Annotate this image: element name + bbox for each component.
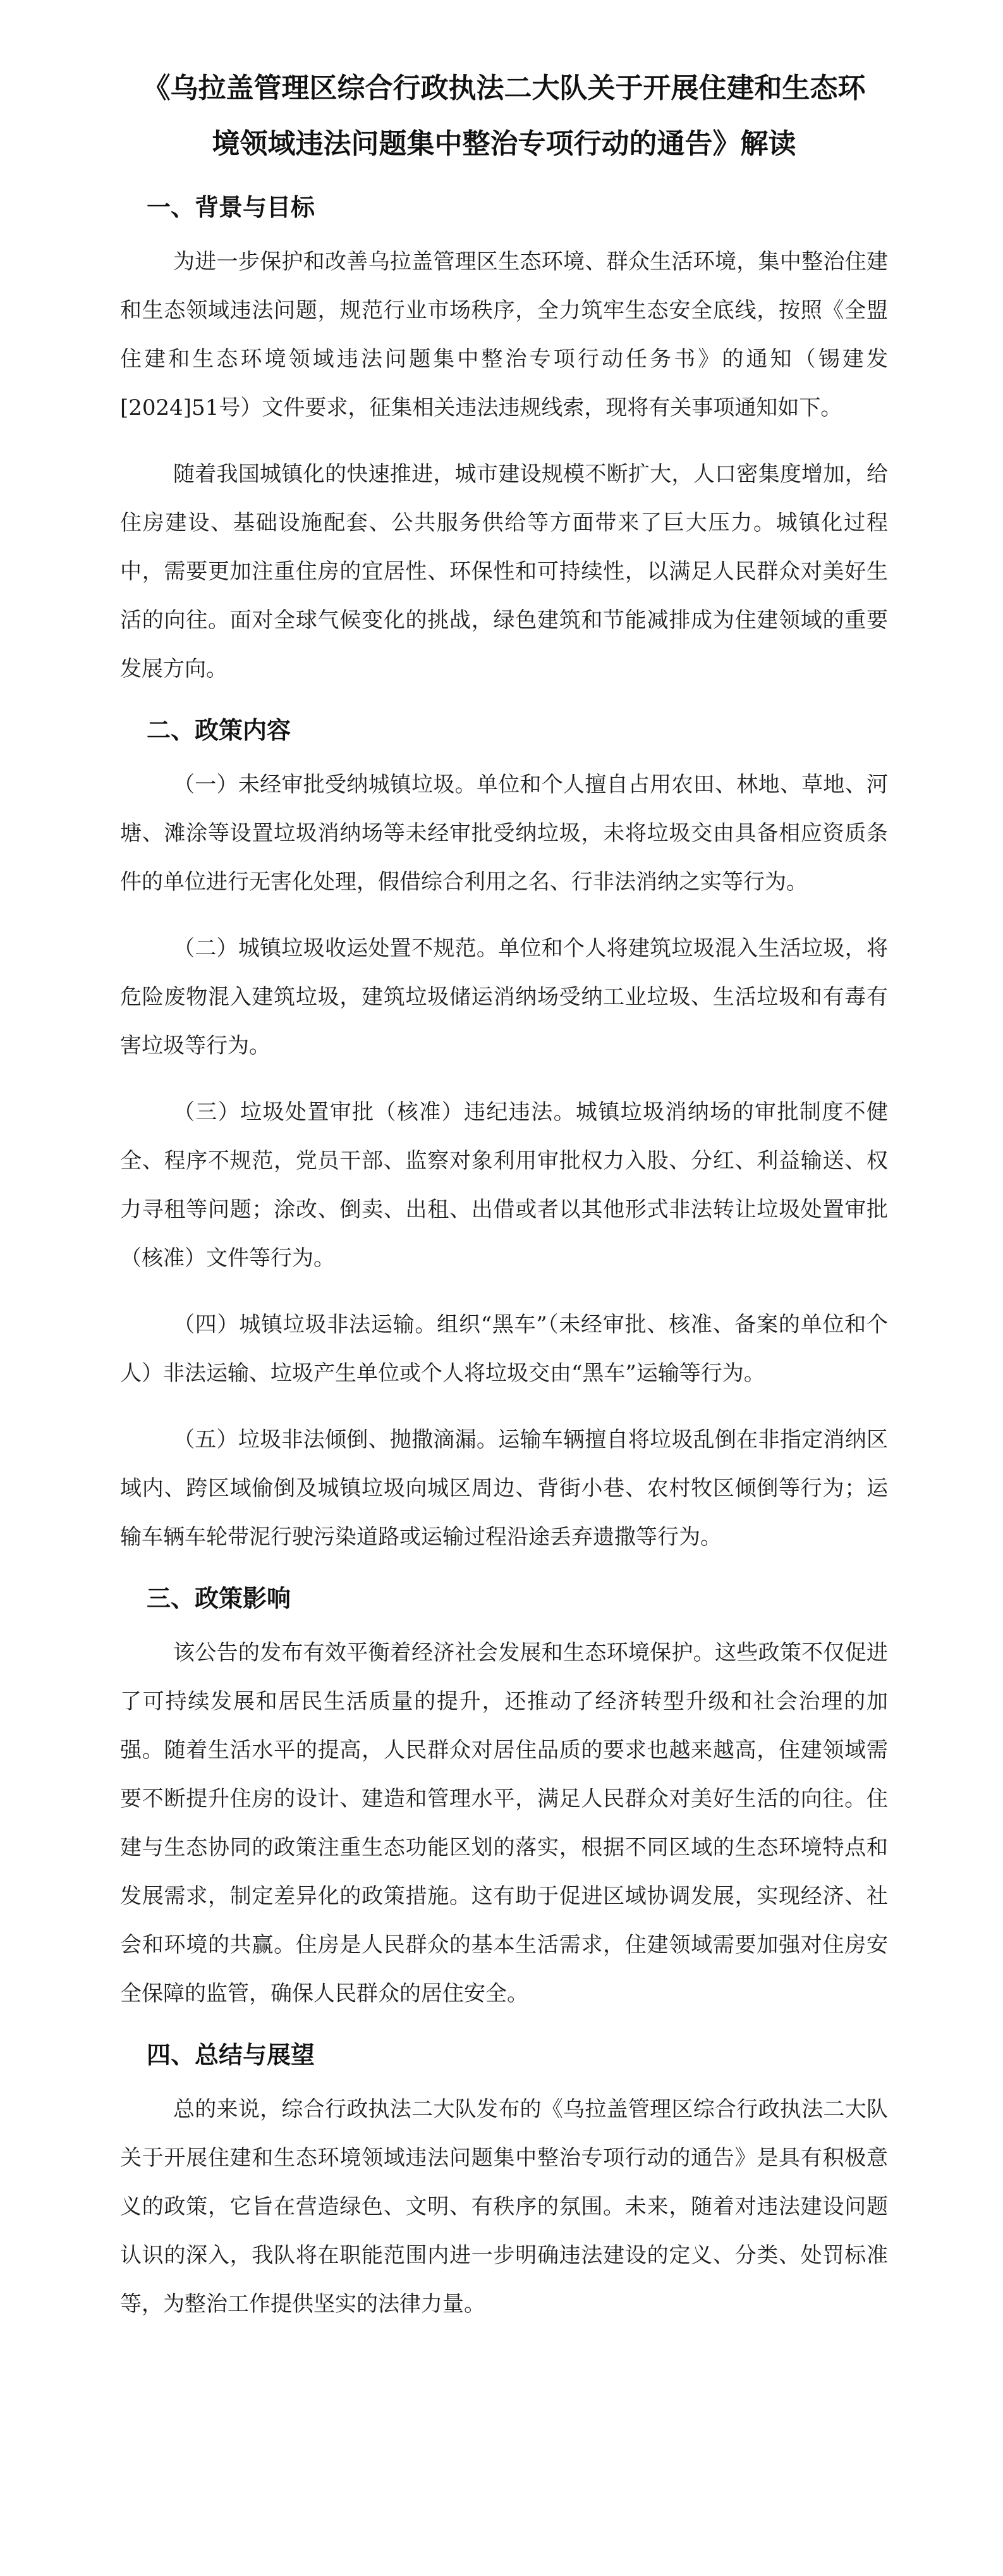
section-policy-impact bbox=[120, 1579, 888, 2018]
section-heading: 四、总结与展望 bbox=[147, 2041, 315, 2069]
section-background bbox=[120, 188, 888, 694]
paragraph: （四）城镇垃圾非法运输。组织“黑车”（未经审批、核准、备案的单位和个人）非法运输、垃圾产生单位或个人将垃圾交由“黑车”运输等行为。 bbox=[120, 1312, 888, 1386]
section-heading: 二、政策内容 bbox=[147, 716, 291, 744]
title-line-2: 境领域违法问题集中整治专项行动的通告》解读 bbox=[212, 128, 796, 160]
section-policy-content bbox=[120, 711, 888, 1562]
section-heading: 三、政策影响 bbox=[147, 1585, 291, 1612]
paragraph: （三）垃圾处置审批（核准）违纪违法。城镇垃圾消纳场的审批制度不健全、程序不规范，党员干部、监察对象利用审批权力入股、分红、利益输送、权力寻租等问题；涂改、倒卖、出租、出借或者以其他形式非法转让垃圾处置审批（核准）文件等行为。 bbox=[120, 1100, 888, 1271]
paragraph: 随着我国城镇化的快速推进，城市建设规模不断扩大，人口密集度增加，给住房建设、基础设施配套、公共服务供给等方面带来了巨大压力。城镇化过程中，需要更加注重住房的宜居性、环保性和可持续性，以满足人民群众对美好生活的向往。面对全球气候变化的挑战，绿色建筑和节能减排成为住建领域的重要发展方向。 bbox=[120, 462, 888, 682]
document bbox=[120, 61, 888, 2346]
section-summary-outlook bbox=[120, 2036, 888, 2329]
paragraph: （二）城镇垃圾收运处置不规范。单位和个人将建筑垃圾混入生活垃圾，将危险废物混入建筑垃圾，建筑垃圾储运消纳场受纳工业垃圾、生活垃圾和有毒有害垃圾等行为。 bbox=[120, 936, 888, 1058]
document-title bbox=[120, 61, 888, 172]
section-heading: 一、背景与目标 bbox=[147, 193, 315, 221]
title-line-1: 《乌拉盖管理区综合行政执法二大队关于开展住建和生态环 bbox=[142, 72, 866, 104]
paragraph: 该公告的发布有效平衡着经济社会发展和生态环境保护。这些政策不仅促进了可持续发展和居民生活质量的提升，还推动了经济转型升级和社会治理的加强。随着生活水平的提高，人民群众对居住品质的要求也越来越高，住建领域需要不断提升住房的设计、建造和管理水平，满足人民群众对美好生活的向往。住建与生态协同的政策注重生态功能区划的落实，根据不同区域的生态环境特点和发展需求，制定差异化的政策措施。这有助于促进区域协调发展，实现经济、社会和环境的共赢。住房是人民群众的基本生活需求，住建领域需要加强对住房安全保障的监管，确保人民群众的居住安全。 bbox=[120, 1640, 888, 2006]
paragraph: 总的来说，综合行政执法二大队发布的《乌拉盖管理区综合行政执法二大队关于开展住建和生态环境领域违法问题集中整治专项行动的通告》是具有积极意义的政策，它旨在营造绿色、文明、有秩序的氛围。未来，随着对违法建设问题认识的深入，我队将在职能范围内进一步明确违法建设的定义、分类、处罚标准等，为整治工作提供坚实的法律力量。 bbox=[120, 2097, 888, 2317]
paragraph: 为进一步保护和改善乌拉盖管理区生态环境、群众生活环境，集中整治住建和生态领域违法问题，规范行业市场秩序，全力筑牢生态安全底线，按照《全盟住建和生态环境领域违法问题集中整治专项行动任务书》的通知（锡建发[2024]51号）文件要求，征集相关违法违规线索，现将有关事项通知如下。 bbox=[120, 249, 888, 420]
paragraph: （五）垃圾非法倾倒、抛撒滴漏。运输车辆擅自将垃圾乱倒在非指定消纳区域内、跨区域偷倒及城镇垃圾向城区周边、背街小巷、农村牧区倾倒等行为；运输车辆车轮带泥行驶污染道路或运输过程沿途丢弃遗撒等行为。 bbox=[120, 1427, 888, 1550]
paragraph: （一）未经审批受纳城镇垃圾。单位和个人擅自占用农田、林地、草地、河塘、滩涂等设置垃圾消纳场等未经审批受纳垃圾，未将垃圾交由具备相应资质条件的单位进行无害化处理，假借综合利用之名、行非法消纳之实等行为。 bbox=[120, 772, 888, 895]
